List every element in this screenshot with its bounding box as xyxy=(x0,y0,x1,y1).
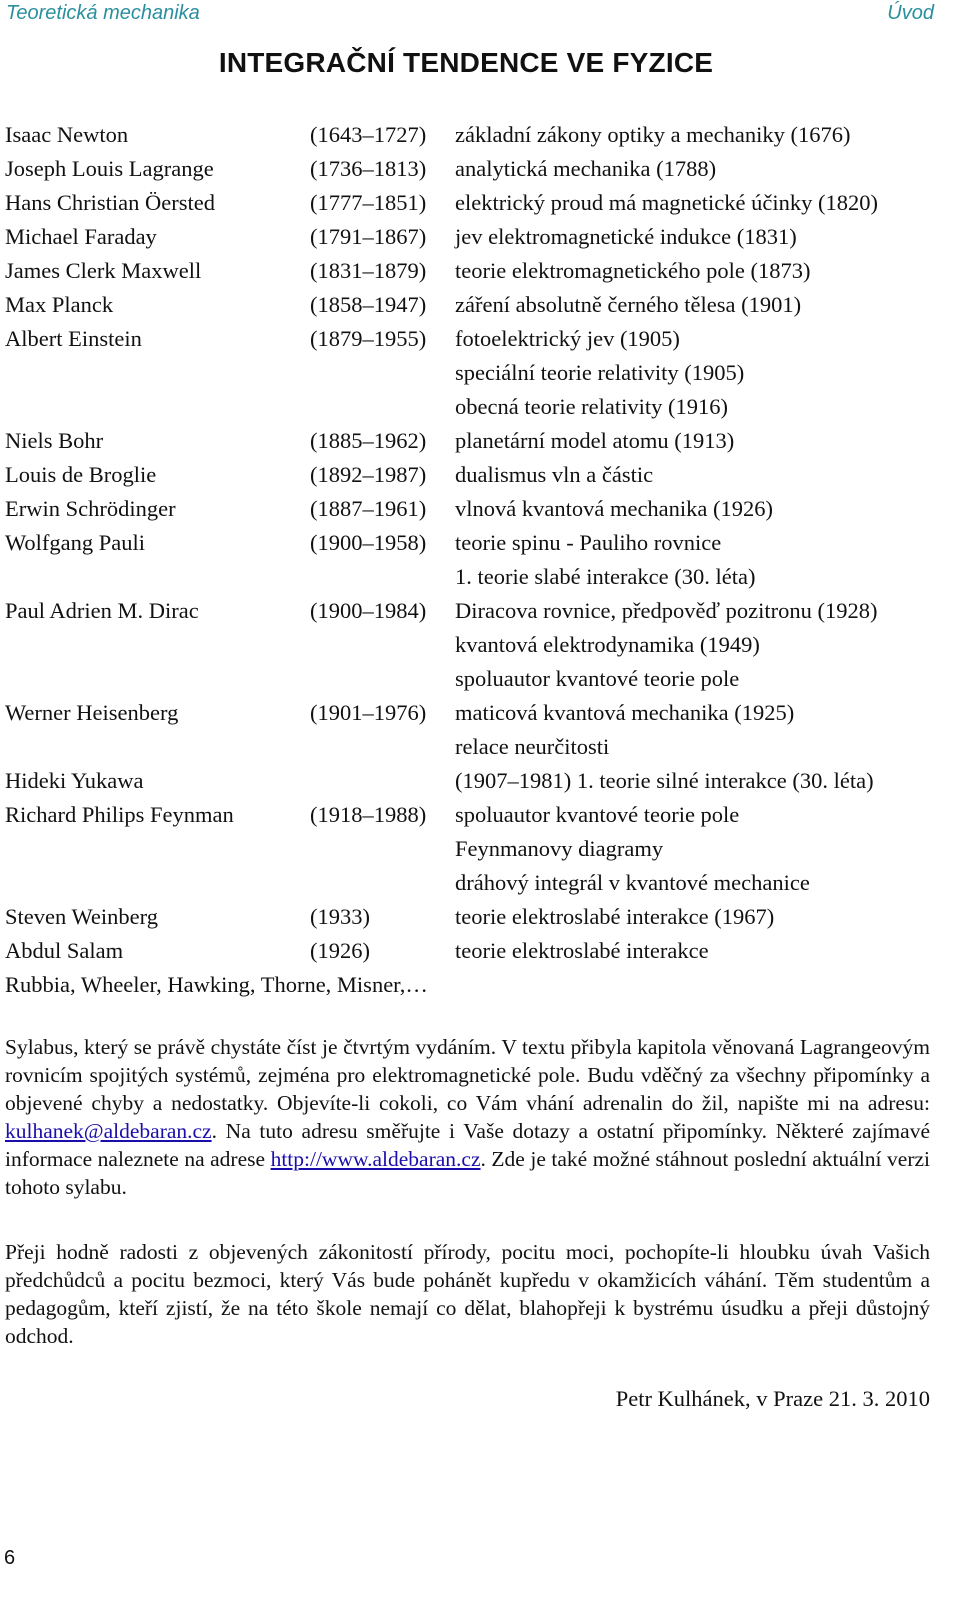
table-row xyxy=(5,322,930,356)
table-row xyxy=(5,798,930,832)
table-row xyxy=(5,526,930,560)
achievement: kvantová elektrodynamika (1949) xyxy=(455,632,760,657)
physicist-name: Isaac Newton xyxy=(5,122,129,147)
table-row xyxy=(5,866,930,900)
physicist-name: Max Planck xyxy=(5,292,114,317)
physicist-name: Joseph Louis Lagrange xyxy=(5,156,214,181)
achievement: 1. teorie slabé interakce (30. léta) xyxy=(455,564,756,589)
intro-text-part2: . Na tuto adresu směřujte i Vaše dotazy a ostatní připomínky. Některé zajímavé informace naleznete na adrese xyxy=(5,1119,930,1171)
achievement: spoluautor kvantové teorie pole xyxy=(455,666,740,691)
achievement: jev elektromagnetické indukce (1831) xyxy=(455,224,797,249)
life-years: (1900–1984) xyxy=(310,598,427,623)
table-row xyxy=(5,560,930,594)
physicist-name: Erwin Schrödinger xyxy=(5,496,176,521)
physicist-name: Hideki Yukawa xyxy=(5,768,144,793)
physicist-name: Albert Einstein xyxy=(5,326,142,351)
table-row xyxy=(5,424,930,458)
achievement: maticová kvantová mechanika (1925) xyxy=(455,700,795,725)
email-link[interactable]: kulhanek@aldebaran.cz xyxy=(5,1119,212,1143)
physicist-name: Wolfgang Pauli xyxy=(5,530,146,555)
life-years: (1791–1867) xyxy=(310,224,427,249)
table-row xyxy=(5,288,930,322)
achievement: vlnová kvantová mechanika (1926) xyxy=(455,496,774,521)
achievement: teorie elektromagnetického pole (1873) xyxy=(455,258,811,283)
physicist-name: Hans Christian Öersted xyxy=(5,190,215,215)
life-years: (1892–1987) xyxy=(310,462,427,487)
table-row xyxy=(5,594,930,628)
physicists-table xyxy=(5,118,930,1002)
table-row xyxy=(5,356,930,390)
life-years: (1858–1947) xyxy=(310,292,427,317)
achievement: analytická mechanika (1788) xyxy=(455,156,717,181)
website-link[interactable]: http://www.aldebaran.cz xyxy=(270,1147,481,1171)
achievement: fotoelektrický jev (1905) xyxy=(455,326,680,351)
physicist-name: Steven Weinberg xyxy=(5,904,158,929)
life-years: (1643–1727) xyxy=(310,122,427,147)
table-row xyxy=(5,390,930,424)
table-row xyxy=(5,186,930,220)
life-years: (1736–1813) xyxy=(310,156,427,181)
physicist-name: Werner Heisenberg xyxy=(5,700,179,725)
page-number: 6 xyxy=(4,1547,16,1569)
achievement: teorie elektroslabé interakce xyxy=(455,938,709,963)
header-book-title: Teoretická mechanika xyxy=(6,2,200,24)
table-row xyxy=(5,934,930,968)
life-years: (1918–1988) xyxy=(310,802,427,827)
page-title: INTEGRAČNÍ TENDENCE VE FYZICE xyxy=(218,47,714,78)
table-row xyxy=(5,628,930,662)
table-row xyxy=(5,220,930,254)
physicist-name: Abdul Salam xyxy=(5,938,124,963)
achievement: dualismus vln a částic xyxy=(455,462,654,487)
physicist-name: James Clerk Maxwell xyxy=(5,258,202,283)
table-row xyxy=(5,492,930,526)
life-years: (1926) xyxy=(310,938,370,963)
life-years: (1777–1851) xyxy=(310,190,427,215)
table-row xyxy=(5,662,930,696)
achievement: (1907–1981) 1. teorie silné interakce (30. léta) xyxy=(455,768,874,793)
table-row xyxy=(5,900,930,934)
signature: Petr Kulhánek, v Praze 21. 3. 2010 xyxy=(615,1386,930,1411)
life-years: (1885–1962) xyxy=(310,428,427,453)
achievement: Diracova rovnice, předpověď pozitronu (1928) xyxy=(455,598,878,623)
achievement: Feynmanovy diagramy xyxy=(455,836,664,861)
closing-paragraph: Přeji hodně radosti z objevených zákonitostí přírody, pocitu moci, pochopíte-li hloubku úvah Vašich předchůdců a pocitu bezmoci, který Vás bude pohánět kupředu v okamžicích váhání. Těm studentům a pedagogům, kteří zjistí, že na této škole nemají co dělat, blahopřeji k bystrému úsudku a přeji důstojný odchod. xyxy=(5,1240,930,1348)
achievement: teorie elektroslabé interakce (1967) xyxy=(455,904,775,929)
achievement: základní zákony optiky a mechaniky (1676) xyxy=(455,122,851,147)
physicist-name: Michael Faraday xyxy=(5,224,157,249)
table-row xyxy=(5,730,930,764)
intro-text-part1: Sylabus, který se právě chystáte číst je čtvrtým vydáním. V textu přibyla kapitola věnovaná Lagrangeovým rovnicím spojitých systémů, zejména pro elektromagnetické pole. Budu vděčný za všechny připomínky a objevené chyby a nedostatky. Objevíte-li cokoli, co Vám vhání adrenalin do žil, napište mi na adresu: xyxy=(5,1035,930,1115)
life-years: (1900–1958) xyxy=(310,530,427,555)
life-years: (1831–1879) xyxy=(310,258,427,283)
table-row xyxy=(5,696,930,730)
achievement: spoluautor kvantové teorie pole xyxy=(455,802,740,827)
physicist-name: Paul Adrien M. Dirac xyxy=(5,598,199,623)
physicist-name: Louis de Broglie xyxy=(5,462,157,487)
table-row xyxy=(5,968,930,1002)
physicist-name: Rubbia, Wheeler, Hawking, Thorne, Misner,… xyxy=(5,972,428,997)
intro-text-part3: . Zde je také možné stáhnout poslední aktuální verzi tohoto sylabu. xyxy=(5,1147,930,1199)
intro-paragraph xyxy=(5,1033,930,1201)
header-section-name: Úvod xyxy=(887,2,934,24)
table-row xyxy=(5,152,930,186)
table-row xyxy=(5,254,930,288)
achievement: dráhový integrál v kvantové mechanice xyxy=(455,870,810,895)
table-row xyxy=(5,118,930,152)
achievement: relace neurčitosti xyxy=(455,734,610,759)
achievement: záření absolutně černého tělesa (1901) xyxy=(455,292,802,317)
life-years: (1933) xyxy=(310,904,370,929)
life-years: (1887–1961) xyxy=(310,496,427,521)
achievement: teorie spinu - Pauliho rovnice xyxy=(455,530,722,555)
achievement: obecná teorie relativity (1916) xyxy=(455,394,729,419)
achievement: speciální teorie relativity (1905) xyxy=(455,360,745,385)
achievement: planetární model atomu (1913) xyxy=(455,428,735,453)
physicist-name: Niels Bohr xyxy=(5,428,104,453)
achievement: elektrický proud má magnetické účinky (1820) xyxy=(455,190,878,215)
table-row xyxy=(5,458,930,492)
life-years: (1879–1955) xyxy=(310,326,427,351)
life-years: (1901–1976) xyxy=(310,700,427,725)
physicist-name: Richard Philips Feynman xyxy=(5,802,234,827)
table-row xyxy=(5,764,930,798)
table-row xyxy=(5,832,930,866)
